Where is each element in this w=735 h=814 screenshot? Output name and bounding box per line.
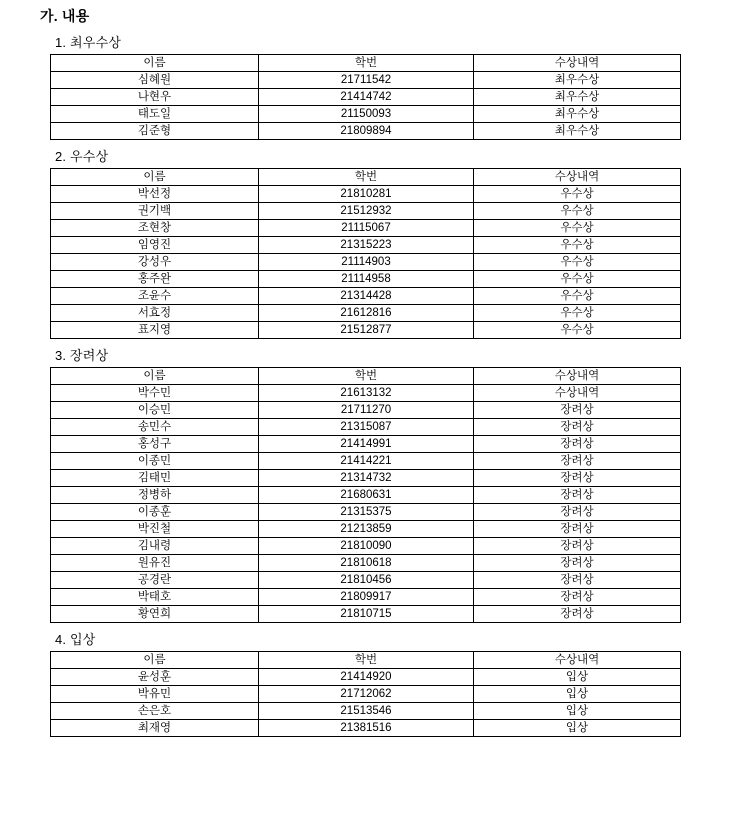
cell-name: 이종민	[51, 453, 259, 470]
cell-student-id: 21711542	[259, 72, 474, 89]
cell-name: 공경란	[51, 572, 259, 589]
table-row	[51, 572, 681, 589]
cell-award: 최우수상	[474, 89, 681, 106]
award-section	[0, 345, 735, 623]
cell-award: 장려상	[474, 572, 681, 589]
cell-award: 최우수상	[474, 123, 681, 140]
table-row	[51, 419, 681, 436]
table-row	[51, 453, 681, 470]
cell-award: 장려상	[474, 402, 681, 419]
cell-award: 장려상	[474, 487, 681, 504]
cell-student-id: 21680631	[259, 487, 474, 504]
cell-name: 이종훈	[51, 504, 259, 521]
cell-student-id: 21314732	[259, 470, 474, 487]
cell-award: 장려상	[474, 606, 681, 623]
cell-student-id: 21414742	[259, 89, 474, 106]
table-header-row	[51, 368, 681, 385]
cell-award: 우수상	[474, 237, 681, 254]
cell-award: 장려상	[474, 555, 681, 572]
cell-award: 장려상	[474, 538, 681, 555]
cell-award: 장려상	[474, 470, 681, 487]
cell-student-id: 21381516	[259, 720, 474, 737]
table-row	[51, 106, 681, 123]
table-row	[51, 89, 681, 106]
cell-name: 서효정	[51, 305, 259, 322]
cell-award: 장려상	[474, 419, 681, 436]
table-header-row	[51, 652, 681, 669]
cell-name: 정병하	[51, 487, 259, 504]
cell-award: 우수상	[474, 271, 681, 288]
cell-student-id: 21809917	[259, 589, 474, 606]
cell-name: 김태민	[51, 470, 259, 487]
cell-award: 입상	[474, 720, 681, 737]
cell-award: 수상내역	[474, 385, 681, 402]
award-section	[0, 629, 735, 737]
cell-student-id: 21114903	[259, 254, 474, 271]
table-header-row	[51, 55, 681, 72]
table-row	[51, 203, 681, 220]
table-row	[51, 271, 681, 288]
cell-student-id: 21512932	[259, 203, 474, 220]
cell-award: 장려상	[474, 436, 681, 453]
table-row	[51, 470, 681, 487]
cell-award: 우수상	[474, 186, 681, 203]
cell-award: 우수상	[474, 305, 681, 322]
table-row	[51, 436, 681, 453]
table-row	[51, 385, 681, 402]
cell-name: 손은호	[51, 703, 259, 720]
column-header: 수상내역	[474, 652, 681, 669]
cell-name: 임영진	[51, 237, 259, 254]
table-row	[51, 538, 681, 555]
column-header: 이름	[51, 368, 259, 385]
award-table	[50, 168, 681, 339]
section-title: 4. 입상	[55, 632, 96, 647]
cell-student-id: 21810618	[259, 555, 474, 572]
table-row	[51, 669, 681, 686]
cell-name: 박진철	[51, 521, 259, 538]
column-header: 수상내역	[474, 55, 681, 72]
cell-student-id: 21810281	[259, 186, 474, 203]
table-row	[51, 521, 681, 538]
cell-award: 장려상	[474, 504, 681, 521]
cell-student-id: 21613132	[259, 385, 474, 402]
table-row	[51, 322, 681, 339]
cell-student-id: 21513546	[259, 703, 474, 720]
award-table	[50, 54, 681, 140]
cell-award: 입상	[474, 669, 681, 686]
cell-student-id: 21711270	[259, 402, 474, 419]
cell-award: 최우수상	[474, 72, 681, 89]
table-row	[51, 720, 681, 737]
cell-student-id: 21150093	[259, 106, 474, 123]
document-page	[0, 6, 735, 814]
cell-student-id: 21414991	[259, 436, 474, 453]
table-row	[51, 504, 681, 521]
cell-award: 최우수상	[474, 106, 681, 123]
cell-student-id: 21809894	[259, 123, 474, 140]
award-table	[50, 367, 681, 623]
cell-award: 우수상	[474, 254, 681, 271]
cell-student-id: 21512877	[259, 322, 474, 339]
table-row	[51, 402, 681, 419]
cell-name: 조윤수	[51, 288, 259, 305]
column-header: 학번	[259, 652, 474, 669]
cell-name: 김준형	[51, 123, 259, 140]
cell-student-id: 21315223	[259, 237, 474, 254]
sections-container	[0, 32, 735, 737]
award-section	[0, 146, 735, 339]
column-header: 이름	[51, 169, 259, 186]
cell-name: 표지영	[51, 322, 259, 339]
table-row	[51, 123, 681, 140]
table-row	[51, 237, 681, 254]
section-title: 2. 우수상	[55, 149, 109, 164]
cell-student-id: 21315375	[259, 504, 474, 521]
table-row	[51, 555, 681, 572]
cell-award: 우수상	[474, 220, 681, 237]
cell-name: 태도일	[51, 106, 259, 123]
cell-award: 입상	[474, 686, 681, 703]
cell-student-id: 21810090	[259, 538, 474, 555]
table-row	[51, 606, 681, 623]
cell-student-id: 21712062	[259, 686, 474, 703]
cell-award: 장려상	[474, 521, 681, 538]
table-row	[51, 254, 681, 271]
column-header: 수상내역	[474, 169, 681, 186]
cell-name: 김내령	[51, 538, 259, 555]
cell-award: 장려상	[474, 453, 681, 470]
cell-name: 최재영	[51, 720, 259, 737]
cell-student-id: 21810715	[259, 606, 474, 623]
cell-student-id: 21612816	[259, 305, 474, 322]
cell-student-id: 21810456	[259, 572, 474, 589]
cell-award: 우수상	[474, 203, 681, 220]
cell-student-id: 21414221	[259, 453, 474, 470]
column-header: 수상내역	[474, 368, 681, 385]
cell-student-id: 21213859	[259, 521, 474, 538]
cell-student-id: 21315087	[259, 419, 474, 436]
table-row	[51, 72, 681, 89]
column-header: 이름	[51, 55, 259, 72]
cell-name: 원유진	[51, 555, 259, 572]
cell-name: 조현창	[51, 220, 259, 237]
table-row	[51, 220, 681, 237]
table-row	[51, 305, 681, 322]
table-row	[51, 589, 681, 606]
cell-name: 홍성구	[51, 436, 259, 453]
cell-name: 홍주완	[51, 271, 259, 288]
column-header: 학번	[259, 169, 474, 186]
cell-student-id: 21115067	[259, 220, 474, 237]
table-row	[51, 703, 681, 720]
cell-award: 입상	[474, 703, 681, 720]
cell-award: 장려상	[474, 589, 681, 606]
cell-student-id: 21314428	[259, 288, 474, 305]
cell-award: 우수상	[474, 322, 681, 339]
cell-name: 송민수	[51, 419, 259, 436]
table-row	[51, 288, 681, 305]
section-title: 3. 장려상	[55, 348, 109, 363]
cell-name: 나현우	[51, 89, 259, 106]
table-header-row	[51, 169, 681, 186]
cell-name: 박태호	[51, 589, 259, 606]
page-title: 가. 내용	[40, 8, 90, 24]
cell-name: 강성우	[51, 254, 259, 271]
award-table	[50, 651, 681, 737]
cell-student-id: 21114958	[259, 271, 474, 288]
cell-award: 우수상	[474, 288, 681, 305]
column-header: 학번	[259, 55, 474, 72]
table-row	[51, 487, 681, 504]
cell-name: 권기백	[51, 203, 259, 220]
section-title: 1. 최우수상	[55, 35, 122, 50]
cell-name: 윤성훈	[51, 669, 259, 686]
column-header: 이름	[51, 652, 259, 669]
cell-name: 심혜원	[51, 72, 259, 89]
cell-name: 이승민	[51, 402, 259, 419]
award-section	[0, 32, 735, 140]
cell-name: 박수민	[51, 385, 259, 402]
table-row	[51, 686, 681, 703]
table-row	[51, 186, 681, 203]
column-header: 학번	[259, 368, 474, 385]
cell-student-id: 21414920	[259, 669, 474, 686]
cell-name: 박선정	[51, 186, 259, 203]
cell-name: 황연희	[51, 606, 259, 623]
cell-name: 박유민	[51, 686, 259, 703]
